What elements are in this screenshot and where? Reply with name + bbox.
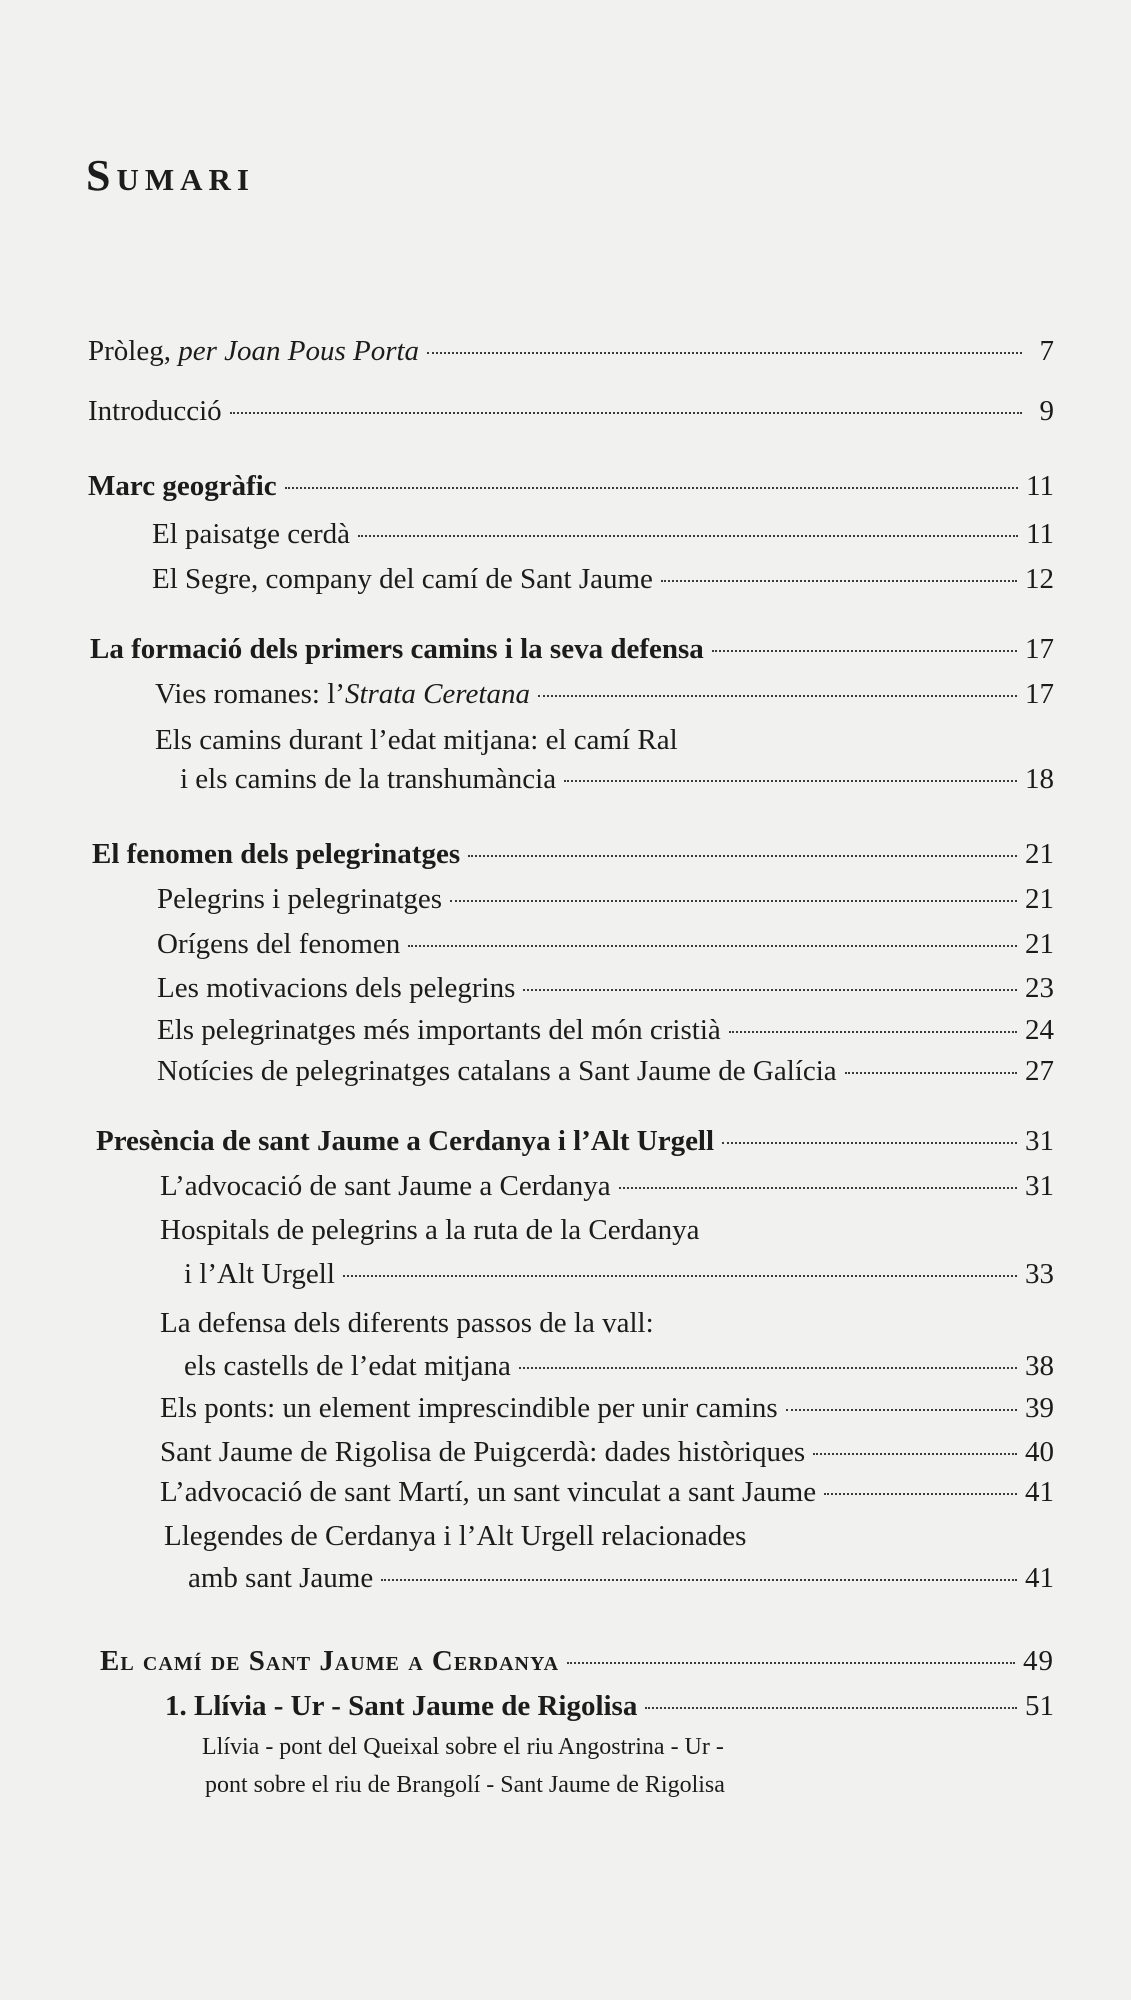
dot-leader <box>786 1409 1017 1411</box>
dot-leader <box>381 1579 1017 1581</box>
page-number: 40 <box>1025 1436 1054 1468</box>
toc-entry-title <box>160 1170 611 1203</box>
toc-entry-title <box>157 928 400 961</box>
page-number: 7 <box>1039 335 1054 367</box>
page-number: 31 <box>1025 1125 1054 1157</box>
page-number: 18 <box>1025 763 1054 795</box>
toc-entry-title <box>188 1562 373 1595</box>
toc-entry <box>155 678 1054 711</box>
toc-entry <box>88 395 1054 428</box>
toc-entry <box>160 1476 1054 1509</box>
dot-leader <box>567 1662 1015 1664</box>
toc-entry <box>160 1170 1054 1203</box>
page-number: 17 <box>1025 678 1054 710</box>
toc-entry <box>184 1258 1054 1291</box>
toc-entry-title <box>160 1392 778 1425</box>
toc-entry-title <box>92 838 460 871</box>
page-number: 31 <box>1025 1170 1054 1202</box>
page-number: 39 <box>1025 1392 1054 1424</box>
toc-entry-title <box>96 1125 714 1158</box>
page-title: Sumari <box>86 151 255 200</box>
toc-entry-text: Introducció <box>88 395 222 427</box>
toc-entry <box>96 1125 1054 1158</box>
toc-entry <box>157 1055 1054 1088</box>
toc-entry-title <box>157 883 442 916</box>
page-number: 51 <box>1025 1690 1054 1722</box>
dot-leader <box>661 580 1017 582</box>
toc-entry-text: i els camins de la transhumància <box>180 763 557 795</box>
dot-leader <box>343 1275 1017 1277</box>
toc-entry-title <box>165 1690 637 1723</box>
toc-entry-text: Sant Jaume de Rigolisa de Puigcerdà: dades històriques <box>160 1436 806 1468</box>
page-number: 41 <box>1025 1476 1054 1508</box>
toc-entry <box>164 1520 1054 1553</box>
toc-entry-title <box>160 1214 700 1247</box>
toc-entry <box>165 1690 1054 1723</box>
toc-entry <box>152 563 1054 596</box>
toc-entry <box>157 928 1054 961</box>
toc-entry-text: Pelegrins i pelegrinatges <box>157 883 443 915</box>
dot-leader <box>712 650 1017 652</box>
toc-entry <box>157 1014 1054 1047</box>
toc-entry-title <box>100 1645 559 1678</box>
toc-entry-text: El Segre, company del camí de Sant Jaume <box>152 563 653 595</box>
toc-entry-title <box>155 678 530 711</box>
dot-leader <box>824 1493 1017 1495</box>
page-number: 27 <box>1025 1055 1054 1087</box>
toc-entry <box>92 838 1054 871</box>
page-number: 23 <box>1025 972 1054 1004</box>
dot-leader <box>408 945 1017 947</box>
toc-entry-title <box>160 1476 816 1509</box>
toc-entry-text: Notícies de pelegrinatges catalans a Sant Jaume de Galícia <box>157 1055 837 1087</box>
toc-entry <box>205 1772 725 1799</box>
toc-entry-text: els castells de l’edat mitjana <box>184 1350 511 1382</box>
page-number: 9 <box>1039 395 1054 427</box>
toc-entry-text: pont sobre el riu de Brangolí - Sant Jaume de Rigolisa <box>205 1772 725 1798</box>
toc-entry-title <box>88 335 419 368</box>
toc-entry-text: L’advocació de sant Martí, un sant vinculat a sant Jaume <box>160 1476 817 1508</box>
toc-entry <box>157 883 1054 916</box>
toc-entry-title <box>152 563 653 596</box>
toc-entry <box>160 1436 1054 1469</box>
toc-entry-italic: per Joan Pous Porta <box>178 335 420 367</box>
toc-entry-title <box>184 1350 511 1383</box>
dot-leader <box>523 989 1017 991</box>
dot-leader <box>645 1707 1017 1709</box>
page-number: 11 <box>1026 470 1054 502</box>
dot-leader <box>729 1031 1017 1033</box>
toc-entry-title <box>160 1307 654 1340</box>
toc-entry <box>160 1392 1054 1425</box>
toc-entry-title <box>152 518 350 551</box>
toc-entry-text: Marc geogràfic <box>88 470 277 502</box>
page-number: 21 <box>1025 838 1054 870</box>
toc-entry <box>184 1350 1054 1383</box>
toc-entry-title <box>164 1520 746 1553</box>
toc-entry-text: La defensa dels diferents passos de la vall: <box>160 1307 654 1339</box>
toc-entry-title <box>157 1055 837 1088</box>
toc-entry <box>188 1562 1054 1595</box>
toc-entry <box>180 763 1054 796</box>
page-number: 17 <box>1025 633 1054 665</box>
page-number: 21 <box>1025 928 1054 960</box>
toc-entry-text: L’advocació de sant Jaume a Cerdanya <box>160 1170 611 1202</box>
page-number: 38 <box>1025 1350 1054 1382</box>
page-number: 49 <box>1023 1645 1054 1677</box>
toc-entry-title <box>88 395 222 428</box>
toc-entry-italic: Strata Ceretana <box>344 678 530 710</box>
toc-entry-text: Els ponts: un element imprescindible per unir camins <box>160 1392 778 1424</box>
dot-leader <box>285 487 1018 489</box>
toc-entry-text: Hospitals de pelegrins a la ruta de la Cerdanya <box>160 1214 700 1246</box>
toc-entry <box>160 1307 1054 1340</box>
page-number: 24 <box>1025 1014 1054 1046</box>
toc-entry-title <box>88 470 277 503</box>
page-number: 12 <box>1025 563 1054 595</box>
toc-entry-text: Llegendes de Cerdanya i l’Alt Urgell relacionades <box>164 1520 747 1552</box>
toc-entry-text: La formació dels primers camins i la seva defensa <box>90 633 704 665</box>
dot-leader <box>845 1072 1017 1074</box>
toc-entry-text: Els camins durant l’edat mitjana: el camí Ral <box>155 724 678 756</box>
toc-entry <box>157 972 1054 1005</box>
toc-entry-title <box>157 972 515 1005</box>
dot-leader <box>722 1142 1017 1144</box>
toc-entry-text: Els pelegrinatges més importants del món cristià <box>157 1014 721 1046</box>
toc-entry-title <box>157 1014 721 1047</box>
toc-entry-text: Llívia - pont del Queixal sobre el riu Angostrina - Ur - <box>202 1734 724 1760</box>
toc-entry <box>88 335 1054 368</box>
toc-entry-text: Orígens del fenomen <box>157 928 401 960</box>
toc-entry <box>160 1214 1054 1247</box>
dot-leader <box>619 1187 1017 1189</box>
toc-entry-text: 1. Llívia - Ur - Sant Jaume de Rigolisa <box>165 1690 638 1722</box>
toc-entry-title <box>202 1734 724 1761</box>
toc-entry-title <box>205 1772 725 1799</box>
dot-leader <box>450 900 1017 902</box>
toc-entry <box>155 724 1054 757</box>
page-number: 11 <box>1026 518 1054 550</box>
dot-leader <box>519 1367 1017 1369</box>
toc-entry <box>90 633 1054 666</box>
toc-entry-title <box>184 1258 335 1291</box>
toc-entry <box>88 470 1054 503</box>
page-number: 21 <box>1025 883 1054 915</box>
dot-leader <box>468 855 1017 857</box>
toc-entry-text: Presència de sant Jaume a Cerdanya i l’Alt Urgell <box>96 1125 715 1157</box>
toc-entry <box>202 1734 724 1761</box>
toc-entry <box>152 518 1054 551</box>
toc-entry-text: amb sant Jaume <box>188 1562 374 1594</box>
toc-entry-title <box>90 633 704 666</box>
dot-leader <box>564 780 1017 782</box>
page-number: 33 <box>1025 1258 1054 1290</box>
toc-entry-text: El fenomen dels pelegrinatges <box>92 838 461 870</box>
dot-leader <box>538 695 1017 697</box>
toc-entry-text: Vies romanes: l’ <box>155 678 345 710</box>
toc-entry <box>100 1645 1054 1678</box>
toc-entry-text: i l’Alt Urgell <box>184 1258 335 1290</box>
toc-entry-text: Les motivacions dels pelegrins <box>157 972 516 1004</box>
toc-entry-text: Pròleg, <box>88 335 179 367</box>
dot-leader <box>427 352 1022 354</box>
toc-entry-text: El paisatge cerdà <box>152 518 351 550</box>
toc-entry-title <box>155 724 678 757</box>
toc-entry-title <box>180 763 556 796</box>
dot-leader <box>230 412 1022 414</box>
dot-leader <box>813 1453 1017 1455</box>
page-number: 41 <box>1025 1562 1054 1594</box>
dot-leader <box>358 535 1018 537</box>
toc-entry-text: El camí de Sant Jaume a Cerdanya <box>100 1645 560 1677</box>
toc-entry-title <box>160 1436 805 1469</box>
